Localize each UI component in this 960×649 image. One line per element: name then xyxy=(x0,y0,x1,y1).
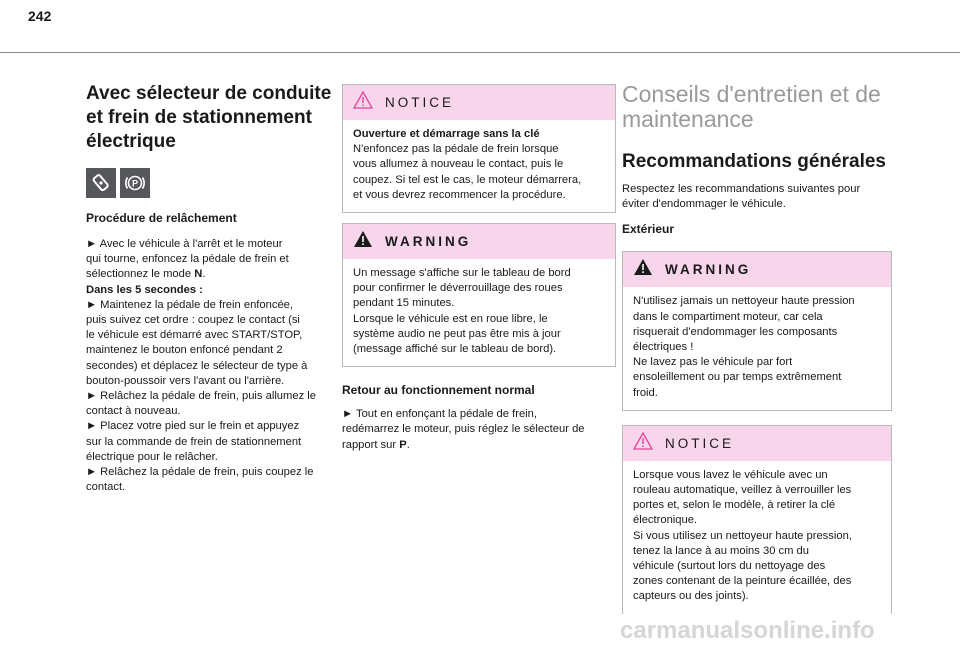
notice-box-header xyxy=(343,85,615,120)
watermark: carmanualsonline.info xyxy=(620,617,875,644)
column-3 xyxy=(622,82,892,614)
release-procedure-heading: Procédure de relâchement xyxy=(86,211,237,225)
exterior-heading: Extérieur xyxy=(622,222,675,237)
return-normal-heading: Retour au fonctionnement normal xyxy=(342,383,535,398)
warning-box-exterior xyxy=(622,251,892,410)
warning-label: WARNING xyxy=(385,234,472,250)
notice-icon xyxy=(633,432,653,455)
notice-icon xyxy=(353,91,373,114)
warning-label: WARNING xyxy=(665,262,752,278)
parking-brake-icon xyxy=(120,168,150,198)
icon-row xyxy=(86,168,336,198)
chapter-title: Conseils d'entretien et de maintenance xyxy=(622,81,881,132)
selector-lever-icon xyxy=(86,168,116,198)
section-title: Avec sélecteur de conduite et frein de stationnement électrique xyxy=(86,83,332,152)
notice-label: NOTICE xyxy=(665,435,735,451)
notice-box xyxy=(342,84,616,213)
notice-box-header xyxy=(623,426,891,461)
header-rule xyxy=(0,52,960,53)
within-5-seconds-label: Dans les 5 secondes : xyxy=(86,283,203,296)
warning-text: Un message s'affiche sur le tableau de bord pour confirmer le déverrouillage des roues pendant 15 minutes. Lorsque le véhicule est en roue libre, le système audio ne peut pas être mis à jour (message affiché sur le tableau de bord). xyxy=(353,267,571,356)
notice-title: Ouverture et démarrage sans la clé xyxy=(353,128,540,140)
warning-box-header xyxy=(343,224,615,259)
warning-icon xyxy=(353,230,373,253)
notice-text: N'enfoncez pas la pédale de frein lorsque vous allumez à nouveau le contact, puis le coupez. Si tel est le cas, le moteur démarrera, et vous devrez recommencer la procédure. xyxy=(353,143,582,201)
notice-text: Lorsque vous lavez le véhicule avec un rouleau automatique, veillez à verrouiller les portes et, selon le modèle, à retirer la clé électronique. Si vous utilisez un nettoyeur haute pression, tenez la lance à au moins 30 cm du véhicule (surtout lors du nettoyage des zones contenant de la peinture écaillée, des capteurs ou des joints). xyxy=(633,468,852,603)
general-recommendations-heading: Recommandations générales xyxy=(622,151,886,172)
return-normal-text: ► Tout en enfonçant la pédale de frein, redémarrez le moteur, puis réglez le sélecteur de rapport sur P. xyxy=(342,408,585,451)
notice-label: NOTICE xyxy=(385,95,455,110)
warning-box xyxy=(342,223,616,367)
warning-icon xyxy=(633,258,653,281)
column-2 xyxy=(342,84,616,453)
svg-text:P: P xyxy=(131,178,139,189)
page-number: 242 xyxy=(28,8,52,24)
notice-box-washing xyxy=(622,425,892,614)
column-1 xyxy=(86,82,336,495)
intro-text: Respectez les recommandations suivantes pour éviter d'endommager le véhicule. xyxy=(622,183,861,211)
release-steps-intro: ► Avec le véhicule à l'arrêt et le moteur qui tourne, enfoncez la pédale de frein et sélectionnez le mode N. xyxy=(86,238,289,281)
release-steps-body: ► Maintenez la pédale de frein enfoncée, puis suivez cet ordre : coupez le contact (si le véhicule est démarré avec START/STOP, maintenez le bouton enfoncé pendant 2 secondes) et déplacez le sélecteur de type à bouton-poussoir vers l'avant ou l'arrière. ► Relâchez la pédale de frein, puis allumez le contact à nouveau. ► Placez votre pied sur le frein et appuyez sur la commande de frein de stationnement électrique pour le relâcher. ► Relâchez la pédale de frein, puis coupez le contact. xyxy=(86,298,316,494)
warning-box-header xyxy=(623,252,891,287)
warning-text: N'utilisez jamais un nettoyeur haute pression dans le compartiment moteur, car cela risquerait d'endommager les composants électriques ! Ne lavez pas le véhicule par fort ensoleillement ou par temps extrêmement froid. xyxy=(633,295,855,399)
